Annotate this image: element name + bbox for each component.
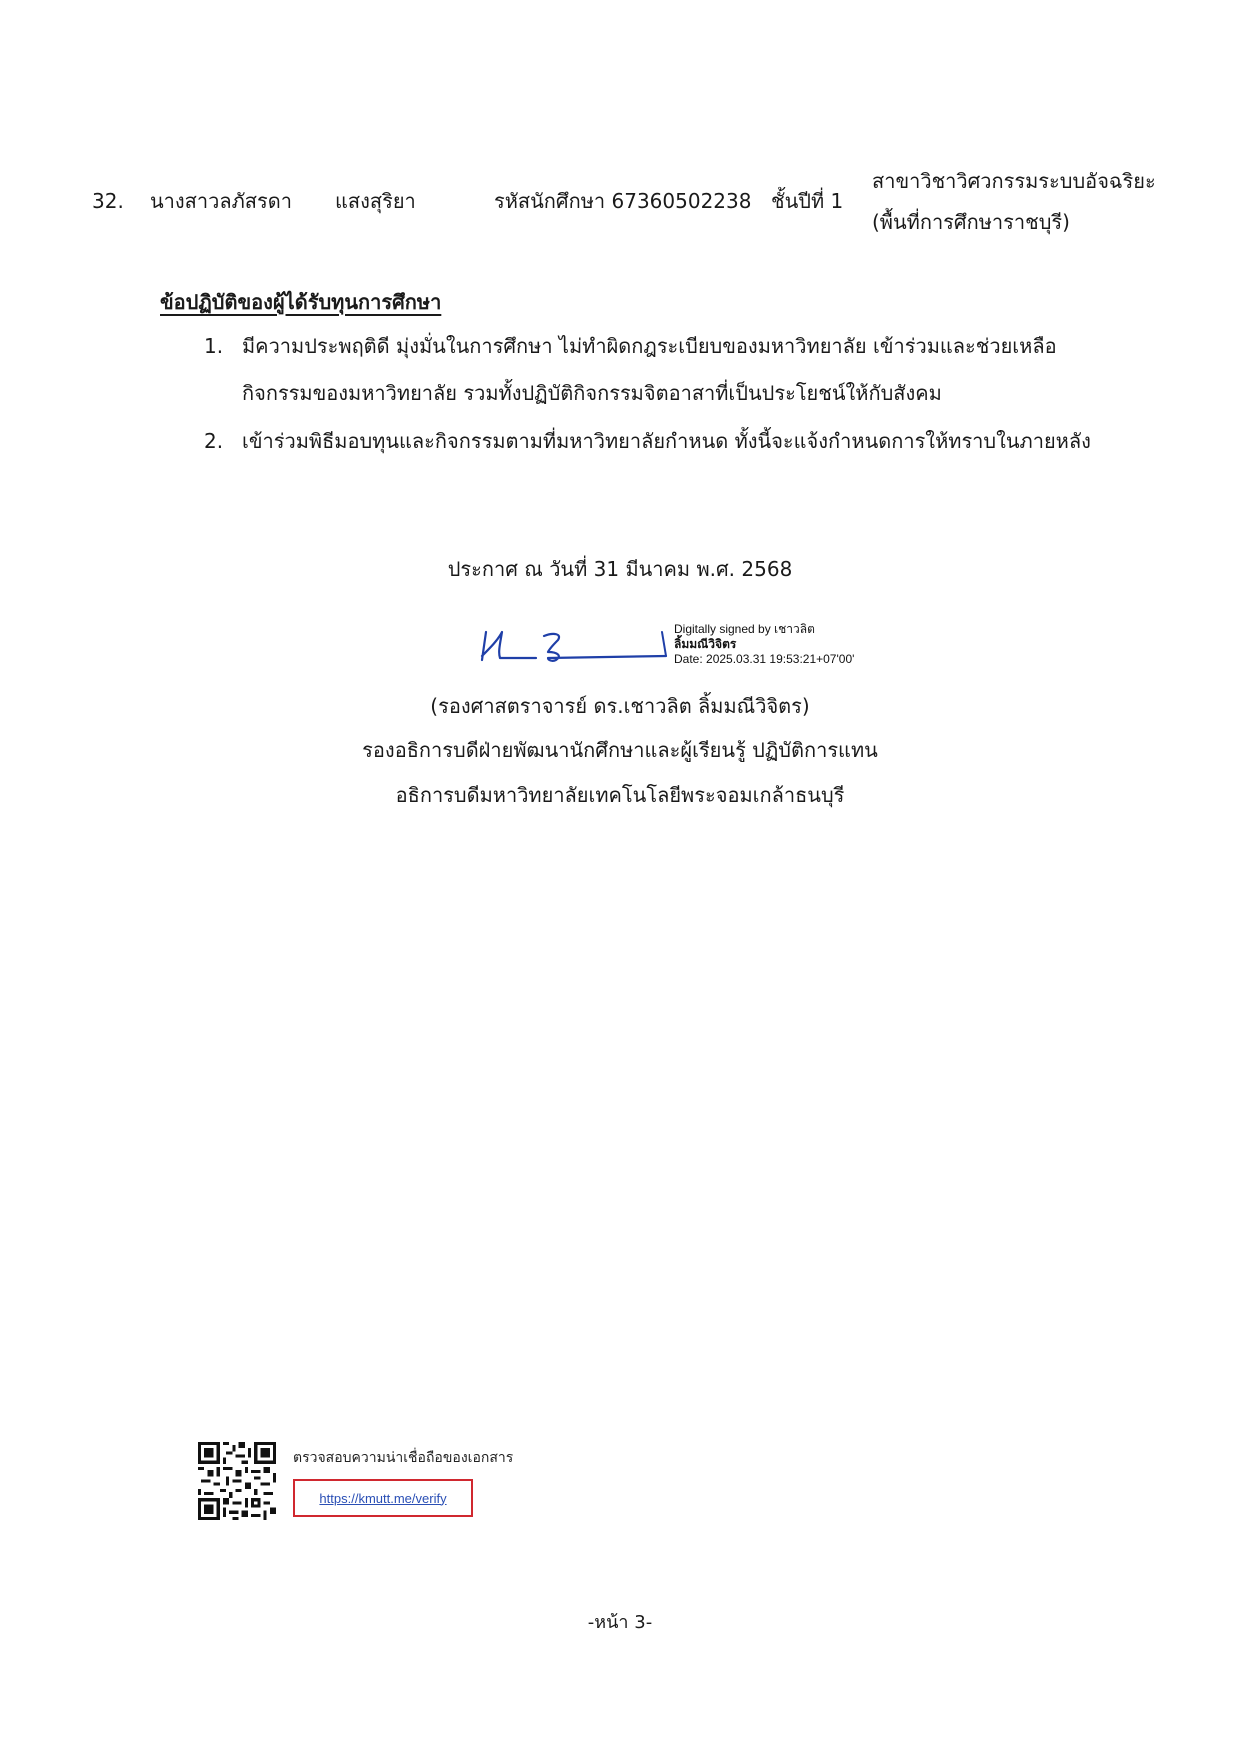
obligations-heading: ข้อปฏิบัติของผู้ได้รับทุนการศึกษา <box>160 290 442 314</box>
qr-code <box>198 1442 276 1520</box>
signatory-position2: อธิการบดีมหาวิทยาลัยเทคโนโลยีพระจอมเกล้าธนบุรี <box>395 783 845 807</box>
student-name: นางสาวลภัสรดา <box>150 189 292 213</box>
student-surname: แสงสุริยา <box>335 189 416 213</box>
obligation-2-line1: เข้าร่วมพิธีมอบทุนและกิจกรรมตามที่มหาวิทยาลัยกำหนด ทั้งนี้จะแจ้งกำหนดการให้ทราบในภายหลัง <box>242 429 1091 453</box>
verify-label: ตรวจสอบความน่าเชื่อถือของเอกสาร <box>293 1450 514 1466</box>
handwritten-signature <box>478 626 668 666</box>
digital-signature-date: Date: 2025.03.31 19:53:21+07'00' <box>674 652 855 666</box>
signatory-position1: รองอธิการบดีฝ่ายพัฒนานักศึกษาและผู้เรียนรู้ ปฏิบัติการแทน <box>362 738 878 762</box>
obligation-1-line1: มีความประพฤติดี มุ่งมั่นในการศึกษา ไม่ทำผิดกฎระเบียบของมหาวิทยาลัย เข้าร่วมและช่วยเหลือ <box>242 334 1057 358</box>
digital-signature-line1: Digitally signed by เชาวลิต <box>674 622 815 636</box>
signatory-name: (รองศาสตราจารย์ ดร.เชาวลิต ลิ้มมณีวิจิตร) <box>430 694 810 718</box>
program-line2: (พื้นที่การศึกษาราชบุรี) <box>872 210 1070 234</box>
verify-link-box <box>293 1479 473 1517</box>
digital-signature-line2: ลิ้มมณีวิจิตร <box>674 637 737 651</box>
student-id: รหัสนักศึกษา 67360502238 <box>494 189 752 213</box>
page-number: -หน้า 3- <box>587 1612 653 1633</box>
verify-link[interactable]: https://kmutt.me/verify <box>319 1490 447 1506</box>
announcement-date: ประกาศ ณ วันที่ 31 มีนาคม พ.ศ. 2568 <box>447 557 793 581</box>
obligation-1-number: 1. <box>204 334 224 358</box>
entry-number: 32. <box>92 189 124 213</box>
program-line1: สาขาวิชาวิศวกรรมระบบอัจฉริยะ <box>872 169 1156 193</box>
obligation-2-number: 2. <box>204 429 224 453</box>
obligation-1-line2: กิจกรรมของมหาวิทยาลัย รวมทั้งปฏิบัติกิจกรรมจิตอาสาที่เป็นประโยชน์ให้กับสังคม <box>242 381 942 405</box>
student-year: ชั้นปีที่ 1 <box>771 189 844 213</box>
